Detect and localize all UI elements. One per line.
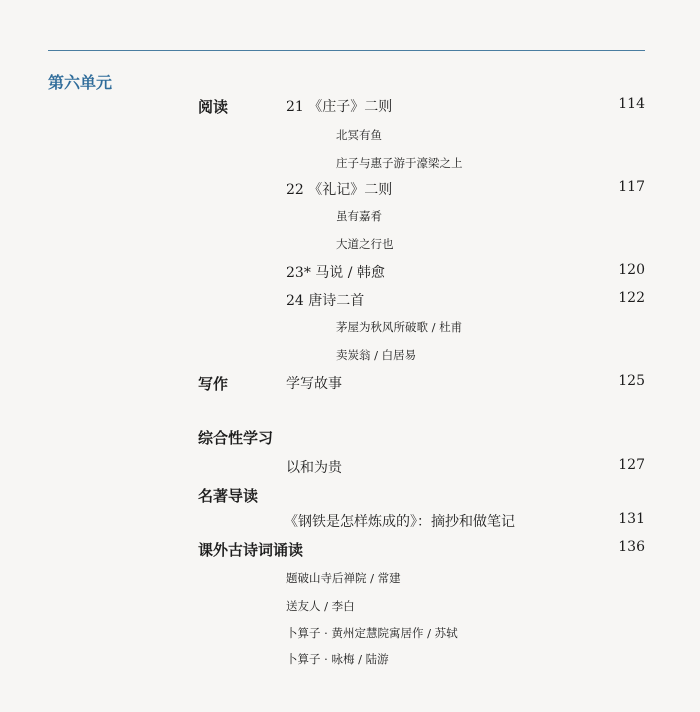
classics-title[interactable]: 《钢铁是怎样炼成的》：摘抄和做笔记: [284, 514, 515, 530]
lesson-24-page: 122: [618, 290, 645, 306]
lesson-24-title[interactable]: 24 唐诗二首: [286, 293, 365, 309]
lesson-23-title[interactable]: 23* 马说 / 韩愈: [286, 265, 385, 281]
recitation-item-3[interactable]: 卜算子 · 黄州定慧院寓居作 / 苏轼: [286, 626, 458, 640]
header-rule: [48, 50, 645, 51]
lesson-22-item-2[interactable]: 大道之行也: [336, 237, 394, 251]
unit-title: 第六单元: [48, 73, 113, 92]
reading-label: 阅读: [198, 98, 229, 116]
lesson-22-page: 117: [618, 179, 645, 195]
lesson-21-title[interactable]: 21 《庄子》二则: [286, 99, 393, 115]
lesson-22-title[interactable]: 22 《礼记》二则: [286, 182, 393, 198]
lesson-21-page: 114: [618, 96, 645, 112]
classics-label: 名著导读: [198, 487, 259, 505]
writing-title[interactable]: 学写故事: [286, 376, 342, 392]
lesson-23-page: 120: [618, 262, 645, 278]
recitation-label: 课外古诗词诵读: [198, 541, 304, 559]
lesson-21-item-2[interactable]: 庄子与惠子游于濠梁之上: [336, 156, 463, 170]
lesson-22-item-1[interactable]: 虽有嘉肴: [336, 209, 382, 223]
writing-label: 写作: [198, 375, 229, 393]
writing-page: 125: [618, 373, 645, 389]
recitation-item-4[interactable]: 卜算子 · 咏梅 / 陆游: [286, 652, 389, 666]
recitation-item-1[interactable]: 题破山寺后禅院 / 常建: [286, 571, 401, 585]
classics-page: 131: [618, 511, 645, 527]
lesson-24-item-2[interactable]: 卖炭翁 / 白居易: [336, 348, 417, 362]
lesson-24-item-1[interactable]: 茅屋为秋风所破歌 / 杜甫: [336, 320, 463, 334]
comprehensive-label: 综合性学习: [198, 429, 274, 447]
recitation-item-2[interactable]: 送友人 / 李白: [286, 599, 355, 613]
lesson-21-item-1[interactable]: 北冥有鱼: [336, 128, 382, 142]
comprehensive-title[interactable]: 以和为贵: [286, 460, 342, 476]
comprehensive-page: 127: [618, 457, 645, 473]
recitation-page: 136: [618, 539, 645, 555]
